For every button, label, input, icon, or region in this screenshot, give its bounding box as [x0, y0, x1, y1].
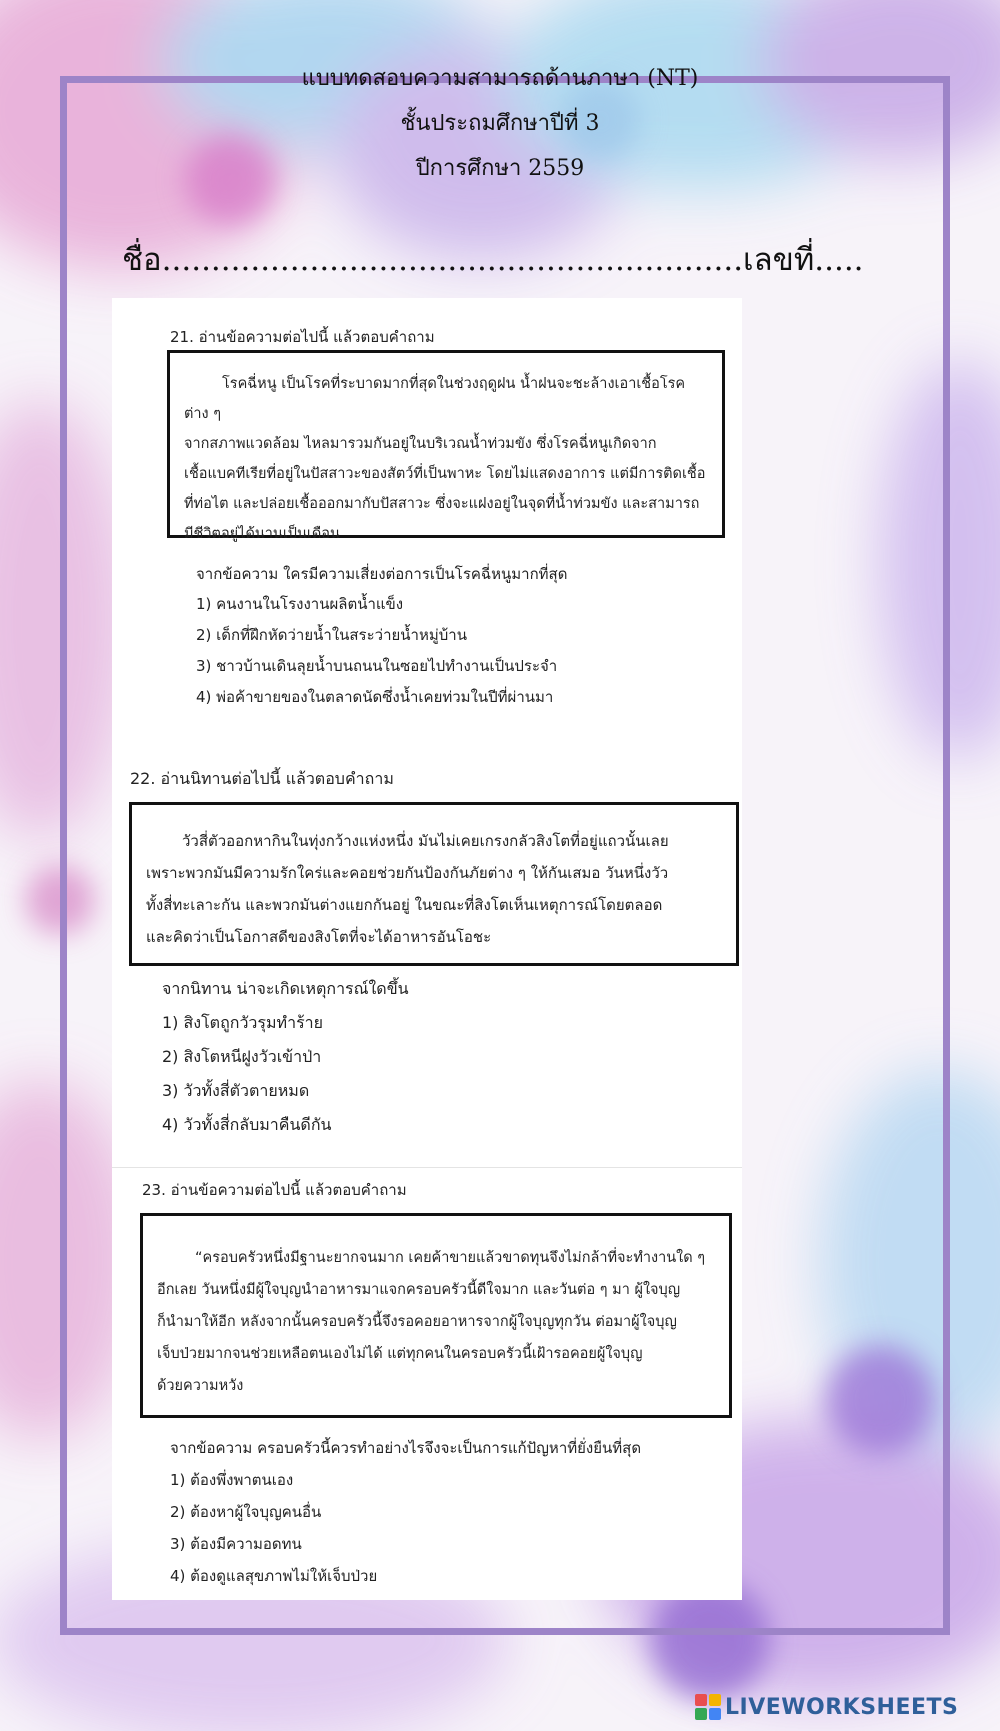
passage-line: ทั้งสี่ทะเลาะกัน และพวกมันต่างแยกกันอยู่ ในขณะที่สิงโตเห็นเหตุการณ์โดยตลอด: [146, 896, 663, 914]
passage-line: ก็นำมาให้อีก หลังจากนั้นครอบครัวนี้จึงรอคอยอาหารจากผู้ใจบุญทุกวัน ต่อมาผู้ใจบุญ: [157, 1314, 677, 1330]
question-23-option-1[interactable]: 1) ต้องพึ่งพาตนเอง: [170, 1471, 294, 1489]
question-21-prompt: จากข้อความ ใครมีความเสี่ยงต่อการเป็นโรคฉี่หนูมากที่สุด: [196, 565, 568, 583]
question-22-prompt: จากนิทาน น่าจะเกิดเหตุการณ์ใดขึ้น: [162, 979, 409, 998]
liveworksheets-logo-icon: [695, 1694, 721, 1720]
passage-line: ที่ท่อไต และปล่อยเชื้อออกมากับปัสสาวะ ซึ่งจะแฝงอยู่ในจุดที่น้ำท่วมขัง และสามารถ: [184, 496, 700, 512]
academic-year: ปีการศึกษา 2559: [415, 156, 585, 181]
question-23-title: 23. อ่านข้อความต่อไปนี้ แล้วตอบคำถาม: [142, 1181, 407, 1199]
question-21-option-4[interactable]: 4) พ่อค้าขายของในตลาดนัดซึ่งน้ำเคยท่วมในปีที่ผ่านมา: [196, 688, 554, 706]
name-and-number-line: ชื่อ...........................................................เลขที่.....: [122, 242, 864, 278]
passage-line: โรคฉี่หนู เป็นโรคที่ระบาดมากที่สุดในช่วงฤดูฝน น้ำฝนจะชะล้างเอาเชื้อโรคต่าง ๆ: [184, 376, 686, 422]
passage-line: และคิดว่าเป็นโอกาสดีของสิงโตที่จะได้อาหารอันโอชะ: [146, 928, 492, 946]
passage-line: มีชีวิตอยู่ได้นานเป็นเดือน: [184, 526, 340, 542]
question-21-option-2[interactable]: 2) เด็กที่ฝึกหัดว่ายน้ำในสระว่ายน้ำหมู่บ้าน: [196, 626, 467, 644]
passage-line: อีกเลย วันหนึ่งมีผู้ใจบุญนำอาหารมาแจกครอบครัวนี้ดีใจมาก และวันต่อ ๆ มา ผู้ใจบุญ: [157, 1282, 681, 1298]
passage-line: “ครอบครัวหนึ่งมีฐานะยากจนมาก เคยค้าขายแล้วขาดทุนจึงไม่กล้าที่จะทำงานใด ๆ: [195, 1250, 706, 1266]
liveworksheets-logo[interactable]: [695, 1693, 958, 1721]
question-21-option-3[interactable]: 3) ชาวบ้านเดินลุยน้ำบนถนนในซอยไปทำงานเป็นประจำ: [196, 657, 558, 675]
question-22-option-3[interactable]: 3) วัวทั้งสี่ตัวตายหมด: [162, 1081, 310, 1100]
exam-title: แบบทดสอบความสามารถด้านภาษา (NT): [301, 66, 699, 91]
passage-line: ด้วยความหวัง: [157, 1378, 244, 1394]
question-23-option-2[interactable]: 2) ต้องหาผู้ใจบุญคนอื่น: [170, 1503, 322, 1521]
logo-text: LIVEWORKSHEETS: [725, 1694, 959, 1720]
passage-line: เชื้อแบคทีเรียที่อยู่ในปัสสาวะของสัตว์ที่เป็นพาหะ โดยไม่แสดงอาการ แต่มีการติดเชื้อ: [184, 466, 706, 482]
passage-line: เพราะพวกมันมีความรักใคร่และคอยช่วยกันป้องกันภัยต่าง ๆ ให้กันเสมอ วันหนึ่งวัว: [146, 864, 669, 882]
question-22-passage-box: [129, 802, 739, 966]
section-divider: [112, 1167, 742, 1168]
question-21-title: 21. อ่านข้อความต่อไปนี้ แล้วตอบคำถาม: [170, 328, 435, 346]
question-23-passage-box: [140, 1213, 732, 1418]
question-23-option-4[interactable]: 4) ต้องดูแลสุขภาพไม่ให้เจ็บป่วย: [170, 1567, 378, 1585]
question-22-option-1[interactable]: 1) สิงโตถูกวัวรุมทำร้าย: [162, 1013, 324, 1032]
question-22-title: 22. อ่านนิทานต่อไปนี้ แล้วตอบคำถาม: [130, 769, 394, 788]
passage-line: เจ็บป่วยมากจนช่วยเหลือตนเองไม่ได้ แต่ทุกคนในครอบครัวนี้เฝ้ารอคอยผู้ใจบุญ: [157, 1346, 643, 1362]
question-23-prompt: จากข้อความ ครอบครัวนี้ควรทำอย่างไรจึงจะเป็นการแก้ปัญหาที่ยั่งยืนที่สุด: [170, 1439, 642, 1457]
question-22-option-2[interactable]: 2) สิงโตหนีฝูงวัวเข้าป่า: [162, 1047, 322, 1066]
passage-line: วัวสี่ตัวออกหากินในทุ่งกว้างแห่งหนึ่ง มันไม่เคยเกรงกลัวสิงโตที่อยู่แถวนั้นเลย: [182, 832, 669, 850]
question-21-option-1[interactable]: 1) คนงานในโรงงานผลิตน้ำแข็ง: [196, 595, 404, 613]
question-21-passage-box: [167, 350, 725, 542]
grade-level: ชั้นประถมศึกษาปีที่ 3: [400, 111, 600, 136]
question-23-option-3[interactable]: 3) ต้องมีความอดทน: [170, 1535, 302, 1553]
passage-line: จากสภาพแวดล้อม ไหลมารวมกันอยู่ในบริเวณน้ำท่วมขัง ซึ่งโรคฉี่หนูเกิดจาก: [184, 436, 657, 452]
question-22-option-4[interactable]: 4) วัวทั้งสี่กลับมาคืนดีกัน: [162, 1115, 332, 1134]
